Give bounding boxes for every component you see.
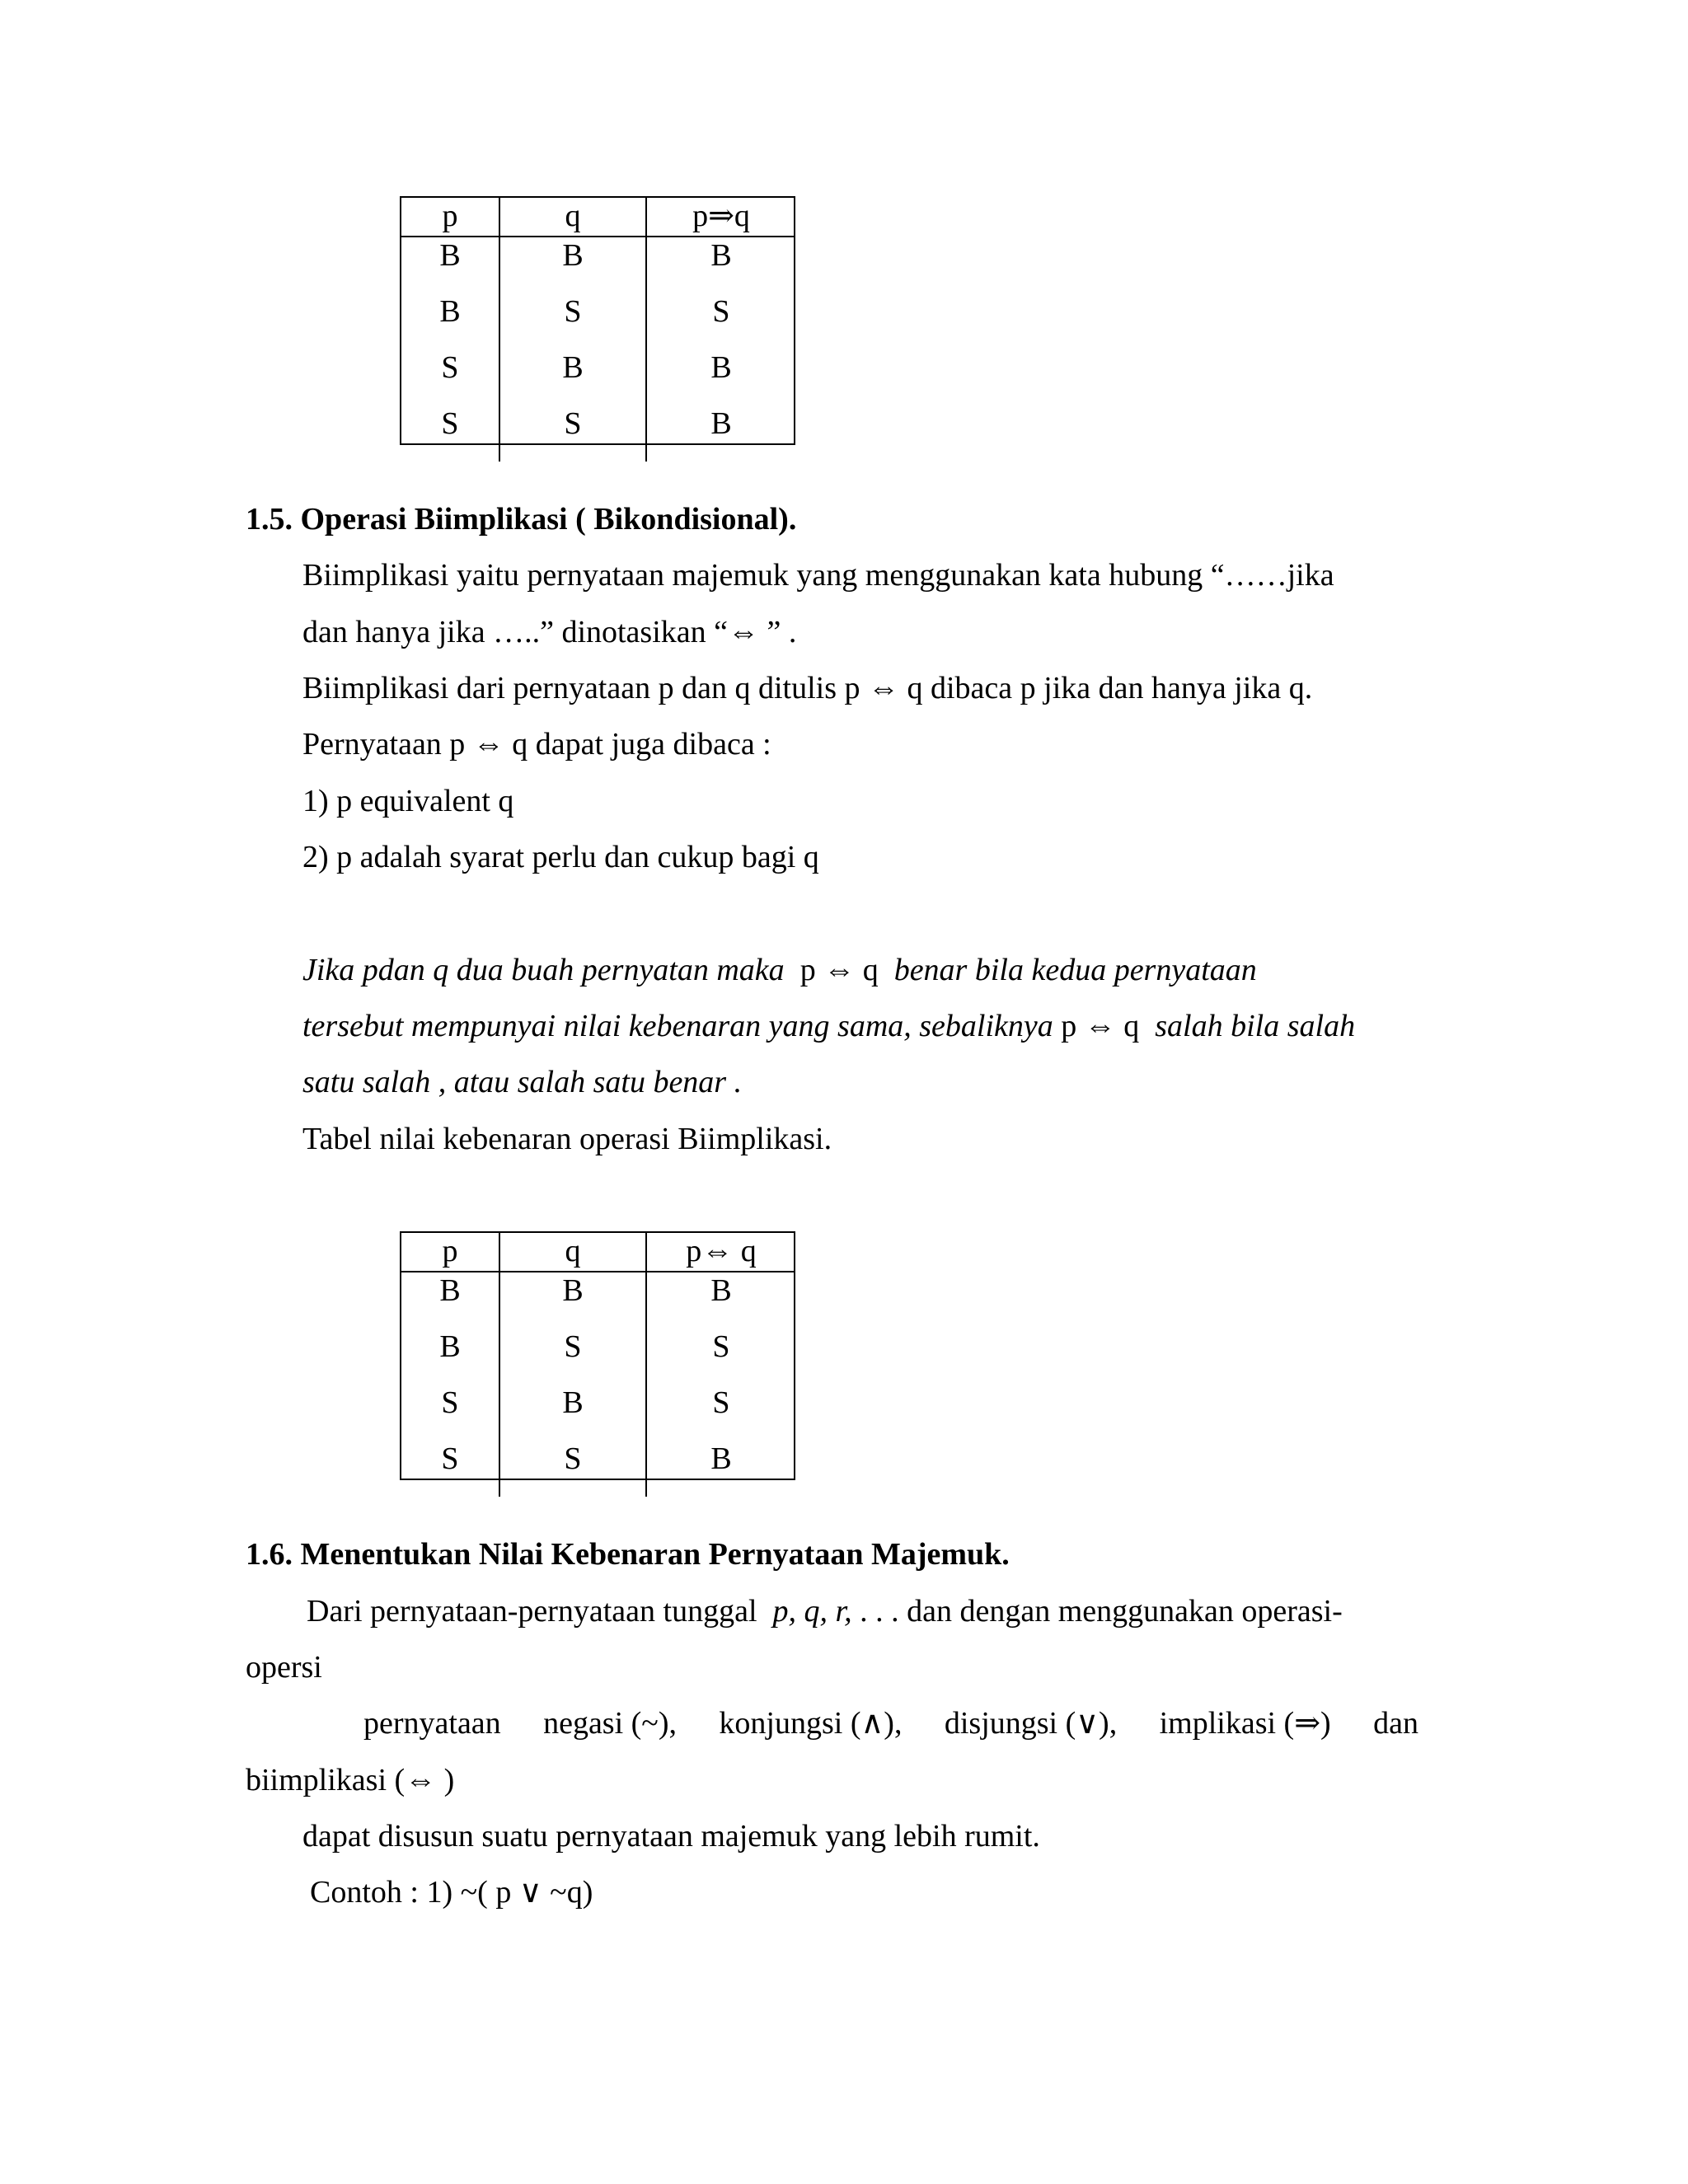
table-header-cell: q [500, 198, 647, 237]
paragraph-line: dapat disusun suatu pernyataan majemuk yang lebih rumit. [302, 1819, 1040, 1854]
paragraph-word: dan [1373, 1706, 1418, 1741]
table-cell: S [500, 1329, 647, 1385]
table-header-cell: q [500, 1233, 647, 1272]
paragraph-line: biimplikasi (⇔ ) [246, 1763, 455, 1797]
paragraph-word: pernyataan [363, 1706, 501, 1741]
justified-paragraph-line [363, 1705, 1418, 1741]
paragraph-line: opersi [246, 1650, 322, 1685]
paragraph-line [307, 1593, 1343, 1629]
table-cell: S [712, 1385, 730, 1420]
table-cell: B [500, 1272, 647, 1329]
paragraph-line: dan hanya jika …..” dinotasikan “⇔ ” . [302, 615, 797, 649]
table-header-cell: p⇔ q [647, 1233, 795, 1272]
table-cell: S [401, 349, 500, 405]
table-cell: B [401, 1329, 500, 1385]
italic-paragraph-line [302, 1008, 1355, 1044]
table-cell: B [710, 350, 732, 385]
table-cell: B [500, 349, 647, 405]
table-cell: B [500, 237, 647, 293]
table-cell: B [710, 238, 732, 273]
paragraph-word: implikasi (⇒) [1159, 1706, 1331, 1741]
italic-paragraph-line [302, 952, 1257, 988]
table-cell: S [401, 1441, 500, 1497]
table-cell: B [401, 237, 500, 293]
section-heading-1-5: 1.5. Operasi Biimplikasi ( Bikondisional). [246, 502, 797, 537]
table-cell: S [500, 405, 647, 462]
table-cell: B [710, 406, 732, 441]
italic-text: tersebut mempunyai nilai kebenaran yang sama, sebaliknya [302, 1009, 1053, 1043]
biimplication-expression: p ⇔ q [799, 953, 879, 987]
section-heading-1-6: 1.6. Menentukan Nilai Kebenaran Pernyataan Majemuk. [246, 1537, 1010, 1572]
italic-text: benar bila kedua pernyataan [893, 953, 1257, 987]
list-item: 1) p equivalent q [302, 784, 514, 818]
table-cell: S [500, 1441, 647, 1497]
paragraph-text: . . . dan dengan menggunakan operasi- [851, 1594, 1343, 1629]
paragraph-word: negasi (~), [543, 1706, 678, 1741]
table-cell: S [500, 293, 647, 349]
list-item: 2) p adalah syarat perlu dan cukup bagi q [302, 840, 819, 874]
paragraph-text: Dari pernyataan-pernyataan tunggal [307, 1594, 757, 1629]
example-line: Contoh : 1) ~( p ∨ ~q) [310, 1875, 593, 1910]
table-cell: S [401, 405, 500, 462]
paragraph-word: disjungsi (∨), [944, 1706, 1118, 1741]
table-cell: S [401, 1385, 500, 1441]
variables-text: p, q, r, [772, 1594, 852, 1629]
paragraph-line: Biimplikasi dari pernyataan p dan q ditulis p ⇔ q dibaca p jika dan hanya jika q. [302, 671, 1313, 705]
table-cell: B [710, 1441, 732, 1476]
table-header-cell: p⇒q [647, 198, 795, 237]
table-header-cell: p [401, 1233, 500, 1272]
table-cell: B [401, 1272, 500, 1329]
biimplication-truth-table [400, 1231, 795, 1480]
table-cell: S [712, 294, 730, 329]
table-header-cell: p [401, 198, 500, 237]
italic-text: Jika pdan q dua buah pernyatan maka [302, 953, 785, 987]
biimplication-expression: p ⇔ q [1061, 1009, 1140, 1043]
paragraph-line: Biimplikasi yaitu pernyataan majemuk yang menggunakan kata hubung “……jika [302, 558, 1334, 593]
table-cell: B [710, 1273, 732, 1308]
table-caption: Tabel nilai kebenaran operasi Biimplikasi. [302, 1122, 832, 1156]
table-cell: B [500, 1385, 647, 1441]
table-cell: B [401, 293, 500, 349]
italic-paragraph-line: satu salah , atau salah satu benar . [302, 1065, 743, 1099]
table-cell: S [712, 1329, 730, 1364]
paragraph-word: konjungsi (∧), [719, 1706, 903, 1741]
italic-text: salah bila salah [1155, 1009, 1356, 1043]
paragraph-line: Pernyataan p ⇔ q dapat juga dibaca : [302, 727, 771, 762]
implication-truth-table [400, 196, 795, 445]
